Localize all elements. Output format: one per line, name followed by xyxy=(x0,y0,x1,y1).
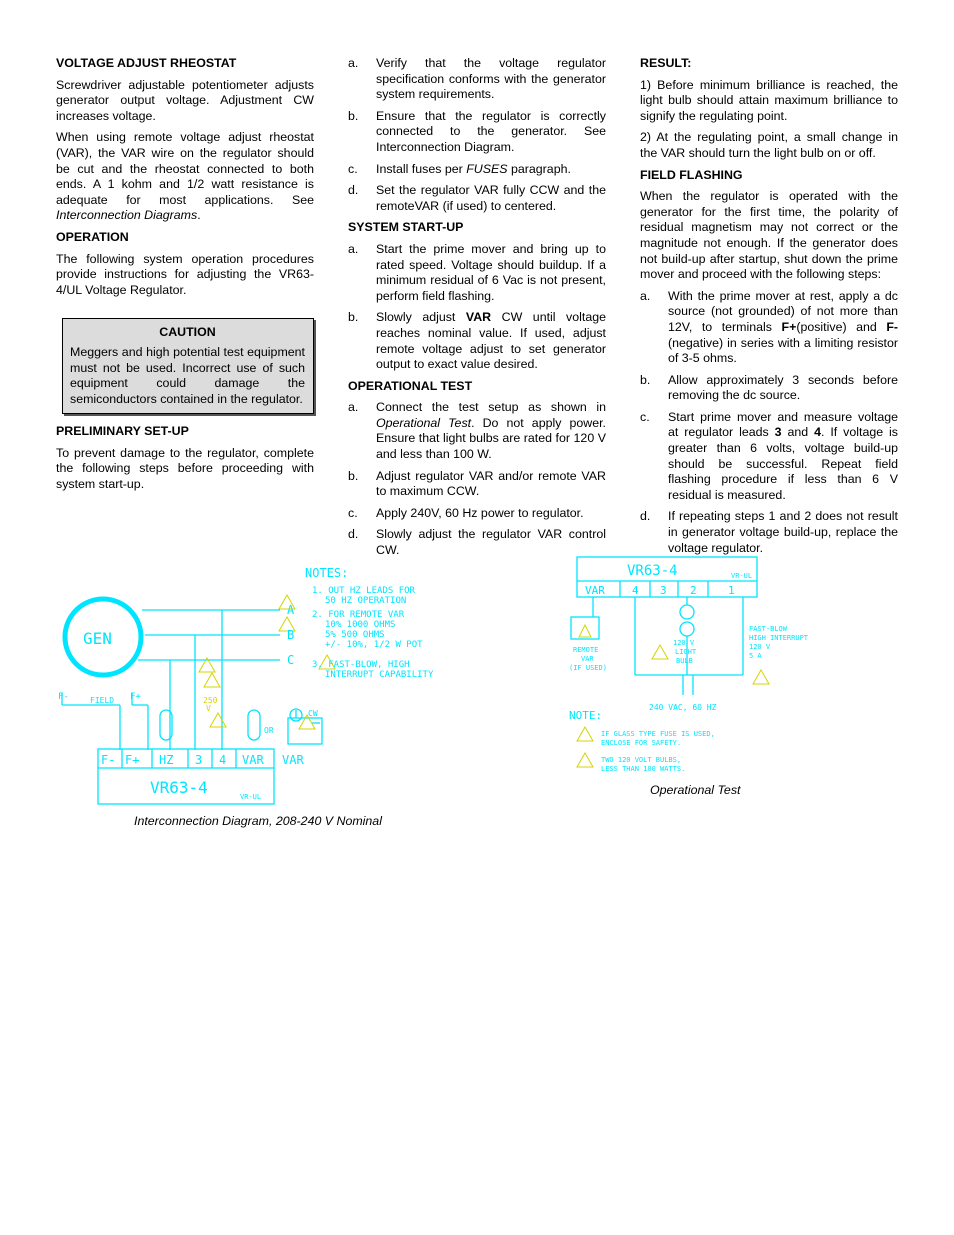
item-text: Adjust regulator VAR and/or remote VAR to maximum CCW. xyxy=(376,468,606,499)
supply-label: 240 VAC, 60 HZ xyxy=(649,703,717,712)
list-item xyxy=(640,289,898,367)
item-label: a. xyxy=(348,241,359,256)
paragraph-result-2: 2) At the regulating point, a small change in the VAR should turn the light bulb on or off. xyxy=(640,130,898,160)
f-plus-label: F+ xyxy=(130,692,141,702)
bulb-line-1: 120 V xyxy=(673,639,695,647)
cw-label: CW xyxy=(308,709,318,718)
f-minus-label: F- xyxy=(58,692,69,702)
line-a-label: A xyxy=(287,603,295,617)
heading-operational-test: OPERATIONAL TEST xyxy=(348,378,473,393)
item-text-strong: F+ xyxy=(781,319,797,334)
list-item xyxy=(348,183,606,214)
terminal-f-minus: F- xyxy=(101,753,116,767)
item-label: b. xyxy=(640,372,651,387)
note-3a: 3. FAST-BLOW, HIGH xyxy=(312,660,410,670)
list-item xyxy=(348,310,606,372)
remote-var-line-1: REMOTE xyxy=(573,646,599,654)
bulb-line-2: LIGHT xyxy=(675,648,697,656)
item-text-pre: Slowly adjust xyxy=(376,310,466,325)
item-text: Allow approximately 3 seconds before removing the dc source. xyxy=(668,372,898,403)
op-note-1b: ENCLOSE FOR SAFETY. xyxy=(601,739,682,747)
op-note-title: NOTE: xyxy=(569,709,603,722)
column-middle xyxy=(348,56,606,565)
operational-test-caption: Operational Test xyxy=(650,783,741,797)
item-text-pre: With the prime mover at rest, apply a dc source (not grounded) of not more than 12V, to terminals xyxy=(668,288,898,334)
var-label: VAR xyxy=(282,753,304,767)
terminal-f-plus: F+ xyxy=(125,753,140,767)
item-label: a. xyxy=(348,56,359,70)
operational-test-diagram xyxy=(565,555,835,780)
heading-result: RESULT: xyxy=(640,56,692,70)
heading-system-startup: SYSTEM START-UP xyxy=(348,220,464,235)
item-text-mid: (positive) and xyxy=(796,319,887,334)
fuse-voltage-label: 250 xyxy=(203,696,218,705)
item-label: c. xyxy=(348,161,358,176)
item-label: d. xyxy=(348,527,359,542)
note-1b: 50 HZ OPERATION xyxy=(325,596,407,606)
item-label: b. xyxy=(348,468,359,483)
op-terminal-3: 3 xyxy=(660,584,667,597)
terminal-3: 3 xyxy=(195,753,203,767)
line-b-label: B xyxy=(287,628,295,642)
caution-title: CAUTION xyxy=(159,325,216,340)
list-item xyxy=(348,109,606,156)
paragraph-preliminary: To prevent damage to the regulator, complete the following steps before proceeding with system start-up. xyxy=(56,445,314,492)
paragraph-result-1: 1) Before minimum brilliance is reached, the light bulb should attain maximum brilliance to signify the regulating point. xyxy=(640,77,898,123)
item-text: Start the prime mover and bring up to rated speed. Voltage should buildup. If a minimum residual of 6 Vac is not present, perform field flashing. xyxy=(376,241,606,303)
terminal-hz: HZ xyxy=(159,753,174,767)
caution-text: Meggers and high potential test equipment must not be used. Incorrect use of such equipment could damage the semiconductors contained in the regulator. xyxy=(70,344,305,406)
item-text-post: . Do not apply power. Ensure that light bulbs are rated for 120 V and less than 100 W. xyxy=(376,415,606,462)
item-text-pre: Install fuses per xyxy=(376,161,467,176)
item-text-pre: Connect the test setup as shown in xyxy=(376,400,606,415)
item-text-strong: VAR xyxy=(465,310,492,325)
heading-field-flashing: FIELD FLASHING xyxy=(640,167,743,182)
op-terminal-4: 4 xyxy=(632,584,639,597)
terminal-var: VAR xyxy=(242,753,264,767)
list-item xyxy=(348,162,606,178)
paragraph-rheostat-1: Screwdriver adjustable potentiometer adjusts generator output voltage. Adjustment CW increases voltage. xyxy=(56,77,314,123)
item-label: c. xyxy=(640,409,650,424)
item-text: Slowly adjust the regulator VAR control CW. xyxy=(376,527,606,558)
terminal-4: 4 xyxy=(219,753,227,767)
item-text-strong: 4 xyxy=(814,425,821,440)
list-item xyxy=(640,509,898,556)
item-label: b. xyxy=(348,310,359,325)
list-item xyxy=(348,400,606,462)
rheostat-2-end: . xyxy=(197,208,201,223)
heading-voltage-adjust-rheostat: VOLTAGE ADJUST RHEOSTAT xyxy=(56,56,237,70)
remote-var-line-2: VAR xyxy=(581,655,594,663)
list-item xyxy=(348,527,606,558)
fuse-line-4: 5 A xyxy=(749,652,762,660)
item-text-ref: Operational Test xyxy=(376,415,472,430)
item-text: If repeating steps 1 and 2 does not result in generator voltage build-up, replace the voltage regulator. xyxy=(668,509,898,555)
item-text-pre: Start prime mover and measure voltage at regulator leads xyxy=(668,409,898,440)
op-terminal-1: 1 xyxy=(728,584,735,597)
item-text: Ensure that the regulator is correctly connected to the generator. See Interconnection Diagram. xyxy=(376,108,606,154)
item-text-strong: F- xyxy=(886,319,899,334)
list-item xyxy=(640,410,898,504)
regulator-model: VR63-4 xyxy=(150,778,208,797)
item-text-strong: 3 xyxy=(774,425,782,440)
item-label: d. xyxy=(640,509,651,524)
heading-operation: OPERATION xyxy=(56,229,129,244)
item-label: d. xyxy=(348,183,359,198)
generator-label: GEN xyxy=(83,629,112,648)
paragraph-field-flashing: When the regulator is operated with the generator for the first time, the polarity of residual magnetism may not correct or the magnitude not enough. If the generator does not build-up after startup, shut down the prime mover and proceed with the following steps: xyxy=(640,189,898,282)
bulb-line-3: BULB xyxy=(676,657,693,665)
line-c-label: C xyxy=(287,653,295,667)
item-text-post: CW until voltage reaches nominal value. If used, adjust remote voltage adjust to set generator output to exact value desired. xyxy=(376,310,606,372)
item-text-post: paragraph. xyxy=(507,161,571,176)
or-label: OR xyxy=(264,726,274,735)
item-text: Apply 240V, 60 Hz power to regulator. xyxy=(376,505,584,520)
item-text xyxy=(376,310,606,372)
interconnection-diagram xyxy=(50,555,470,810)
item-text: Verify that the voltage regulator specification conforms with the generator system requirements. xyxy=(376,56,606,102)
regulator-sub: VR-UL xyxy=(240,793,262,801)
rheostat-2-reference: Interconnection Diagrams xyxy=(56,208,198,223)
column-right xyxy=(640,56,898,562)
op-note-2a: TWO 120 VOLT BULBS, xyxy=(601,756,682,764)
list-item xyxy=(348,242,606,304)
op-terminal-2: 2 xyxy=(690,584,697,597)
op-regulator-sub: VR-UL xyxy=(731,572,753,580)
paragraph-operation: The following system operation procedures provide instructions for adjusting the VR63-4/UL Voltage Regulator. xyxy=(56,251,314,297)
list-item xyxy=(348,56,606,103)
fuse-line-2: HIGH INTERRUPT xyxy=(749,634,809,642)
column-left xyxy=(56,56,314,499)
note-1a: 1. OUT HZ LEADS FOR xyxy=(312,586,415,596)
item-text xyxy=(376,400,606,462)
interconnection-caption: Interconnection Diagram, 208-240 V Nominal xyxy=(134,814,382,828)
fuse-voltage-unit: V xyxy=(206,704,211,713)
item-text: Set the regulator VAR fully CCW and the remoteVAR (if used) to centered. xyxy=(376,183,606,213)
item-text xyxy=(668,410,898,504)
heading-preliminary-setup: PRELIMINARY SET-UP xyxy=(56,424,189,439)
op-note-1a: IF GLASS TYPE FUSE IS USED, xyxy=(601,730,715,738)
list-item xyxy=(640,373,898,404)
item-label: b. xyxy=(348,108,359,123)
list-item xyxy=(348,506,606,522)
item-text-mid: and xyxy=(781,425,815,440)
remote-var-line-3: (IF USED) xyxy=(569,664,607,672)
list-item xyxy=(348,469,606,500)
note-2b: 10% 1000 OHMS xyxy=(325,620,396,630)
item-text-ref: FUSES xyxy=(466,161,508,176)
rheostat-2-text: When using remote voltage adjust rheostat (VAR), the VAR wire on the regulator should be cut and the rheostat connected to both ends. A 1 kohm and 1/2 watt resistance is adequate for most applications. See xyxy=(56,130,314,207)
item-text xyxy=(376,162,606,178)
item-text xyxy=(668,289,898,367)
item-label: a. xyxy=(640,288,651,303)
op-terminal-var: VAR xyxy=(585,584,605,597)
notes-title: NOTES: xyxy=(305,566,349,580)
item-text-post: . If voltage is greater than 6 volts, voltage build-up should be successful. Repeat field flashing procedure if less than 6 V residual is measured. xyxy=(668,425,898,502)
fuse-line-1: FAST-BLOW xyxy=(749,625,787,633)
note-2c: 5% 500 OHMS xyxy=(325,630,385,640)
fuse-line-3: 120 V xyxy=(749,643,771,651)
item-label: a. xyxy=(348,400,359,415)
paragraph-rheostat-2 xyxy=(56,130,314,224)
note-3b: INTERRUPT CAPABILITY xyxy=(325,670,434,680)
op-regulator-model: VR63-4 xyxy=(627,563,678,579)
note-2d: +/- 10%, 1/2 W POT xyxy=(325,640,423,650)
caution-box xyxy=(62,318,314,414)
note-2a: 2. FOR REMOTE VAR xyxy=(312,610,405,620)
item-label: c. xyxy=(348,505,358,520)
item-text-post: (negative) in series with a limiting resistor of 3-5 ohms. xyxy=(668,335,898,366)
op-note-2b: LESS THAN 100 WATTS. xyxy=(601,765,686,773)
field-label: FIELD xyxy=(90,696,115,705)
